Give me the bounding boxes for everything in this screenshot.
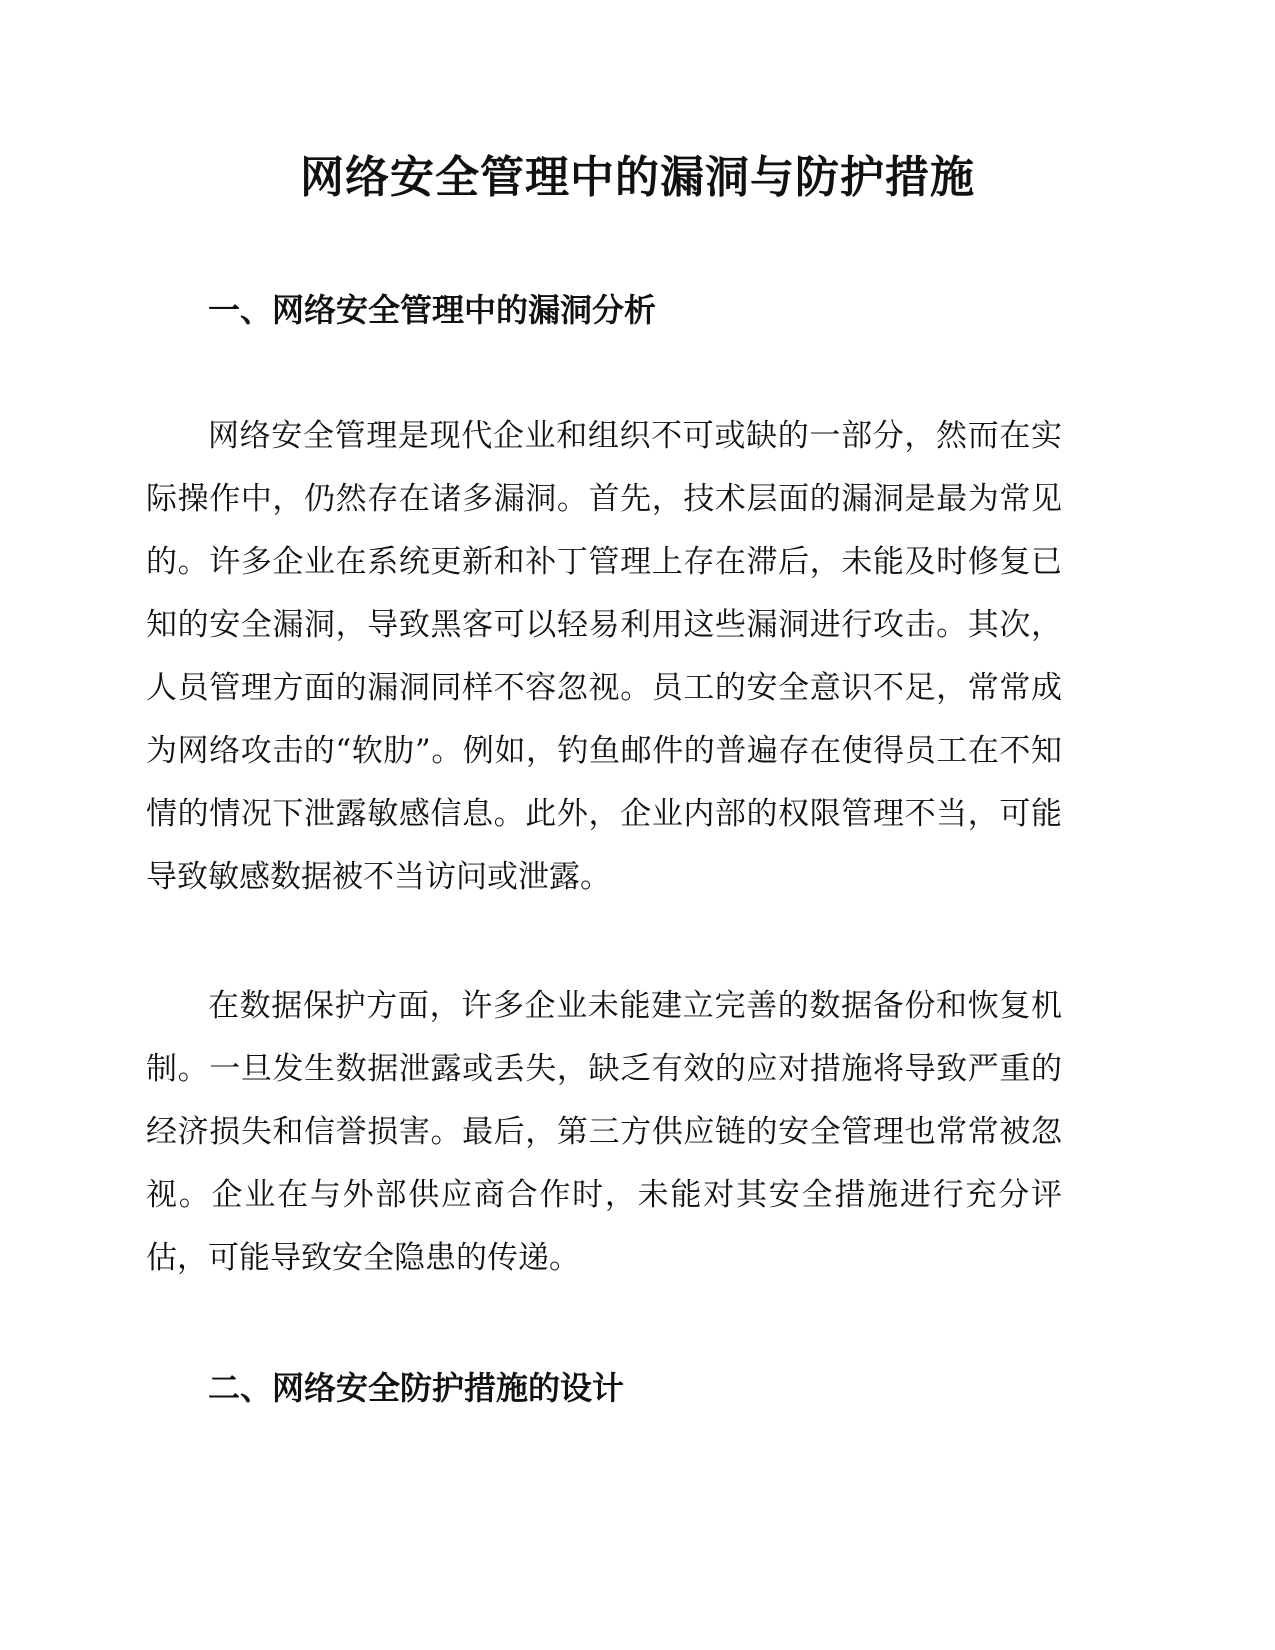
paragraph-data-protection: 在数据保护方面，许多企业未能建立完善的数据备份和恢复机制。一旦发生数据泄露或丢失，缺乏有效的应对措施将导致严重的经济损失和信誉损害。最后，第三方供应链的安全管理也常常被忽视。企业在与外部供应商合作时，未能对其安全措施进行充分评估，可能导致安全隐患的传递。 xyxy=(146,988,1062,1276)
section-heading-protection-design: 二、网络安全防护措施的设计 xyxy=(208,1369,625,1407)
paragraph-vulnerabilities: 网络安全管理是现代企业和组织不可或缺的一部分，然而在实际操作中，仍然存在诸多漏洞。首先，技术层面的漏洞是最为常见的。许多企业在系统更新和补丁管理上存在滞后，未能及时修复已知的安全漏洞，导致黑客可以轻易利用这些漏洞进行攻击。其次，人员管理方面的漏洞同样不容忽视。员工的安全意识不足，常常成为网络攻击的“软肋”。例如，钓鱼邮件的普遍存在使得员工在不知情的情况下泄露敏感信息。此外，企业内部的权限管理不当，可能导致敏感数据被不当访问或泄露。 xyxy=(146,418,1062,895)
document-title: 网络安全管理中的漏洞与防护措施 xyxy=(300,152,975,203)
section-heading-vulnerability-analysis: 一、网络安全管理中的漏洞分析 xyxy=(208,291,657,329)
